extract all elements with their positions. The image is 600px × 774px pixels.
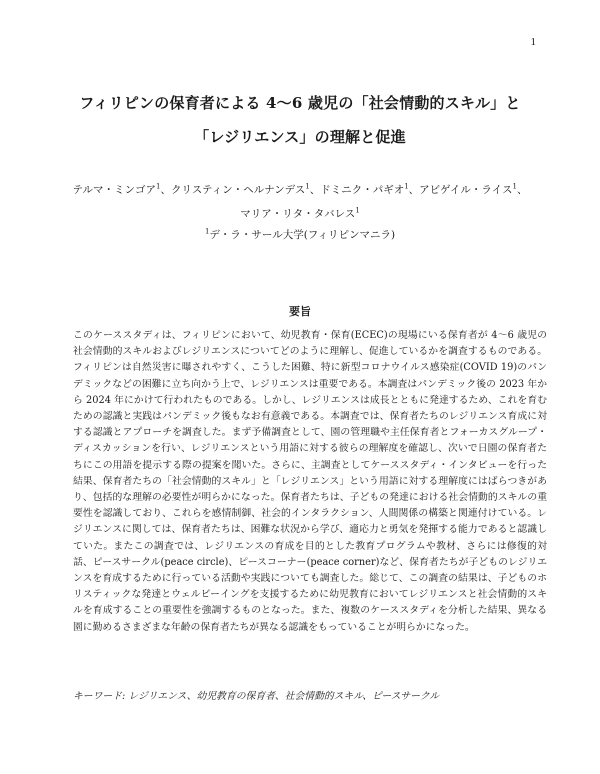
author-separator: 、 — [517, 184, 528, 196]
author-name: テルマ・ミンゴア — [72, 184, 156, 196]
affiliation-text: デ・ラ・サール大学(フィリピンマニラ) — [209, 229, 396, 241]
author-affil-mark: 1 — [305, 182, 310, 191]
author-name: ドミニク・パギオ — [320, 184, 405, 196]
author-affil-mark: 1 — [404, 182, 409, 191]
author-separator: 、 — [408, 184, 420, 196]
author-list — [50, 178, 550, 226]
page-number: 1 — [530, 36, 536, 48]
author-affil-mark: 1 — [512, 182, 517, 191]
author-affil-mark: 1 — [155, 182, 161, 191]
author-affil-mark: 1 — [355, 206, 360, 215]
title-line-1: フィリピンの保育者による 4〜6 歳児の「社会情動的スキル」と — [79, 94, 521, 112]
author-name: マリア・リタ・タバレス — [240, 208, 356, 220]
keywords: キーワード: レジリエンス、幼児教育の保育者、社会情動的スキル、ピースサークル — [73, 691, 440, 702]
affiliation-mark: 1 — [204, 227, 210, 236]
affiliation — [50, 227, 550, 242]
author-name: クリスティン・ヘルナンデス — [170, 184, 306, 196]
abstract-body: このケーススタディは、フィリピンにおいて、幼児教育・保育(ECEC)の現場にいる保育者が 4〜6 歳児の社会情動的スキルおよびレジリエンスについてどのように理解し、促進しているかを調査するものである。フィリピンは自然災害に曝されやすく、こうした困難、特に新型コロナウイルス感染症(COVID 19)のパンデミックなどの困難に立ち向かう上で、レジリエンスは重要である。本調査はパンデミック後の 2023 年から 2024 年にかけて行われたものである。しかし、レジリエンスは成長とともに発達するため、これを育むための認識と実践はパンデミック後もなお有意義である。本調査では、保育者たちのレジリエンス育成に対する認識とアプローチを調査した。まず予備調査として、園の管理職や主任保育者とフォーカスグループ・ディスカッションを行い、レジリエンスという用語に対する彼らの理解度を確認し、次いで日園の保育者たちにこの用語を提示する際の提案を聞いた。さらに、主調査としてケーススタディ・インタビューを行った結果、保育者たちの「社会情動的スキル」と「レジリエンス」という用語に対する理解度にはばらつきがあり、包括的な理解の必要性が明らかになった。保育者たちは、子どもの発達における社会情動的スキルの重要性を認識しており、これらを感情制御、社会的インタラクション、人間関係の構築と関連付けている。レジリエンスに関しては、保育者たちは、困難な状況から学び、適応力と勇気を発揮する能力であると認識していた。またこの調査では、レジリエンスの育成を目的とした教育プログラムや教材、さらには修復的対話、ピースサークル(peace circle)、ピースコーナー(peace corner)など、保育者たちが子どものレジリエンスを育成するために行っている活動や実践についても調査した。総じて、この調査の結果は、子どものホリスティックな発達とウェルビーイングを支援するために幼児教育においてレジリエンスと社会情動的スキルを育成することの重要性を強調するものとなった。また、複数のケーススタディを分析した結果、異なる園に勤めるさまざまな年齢の保育者たちが異なる認識をもっていることが明らかになった。 — [73, 330, 547, 633]
author-separator: 、 — [160, 184, 171, 196]
author-line-2 — [50, 202, 550, 226]
author-name: アビゲイル・ライス — [419, 184, 513, 196]
paper-title — [60, 86, 540, 154]
title-line-2: 「レジリエンス」の理解と促進 — [194, 128, 406, 146]
author-line-1 — [50, 178, 550, 202]
abstract-heading: 要旨 — [289, 305, 311, 318]
author-separator: 、 — [309, 184, 321, 196]
